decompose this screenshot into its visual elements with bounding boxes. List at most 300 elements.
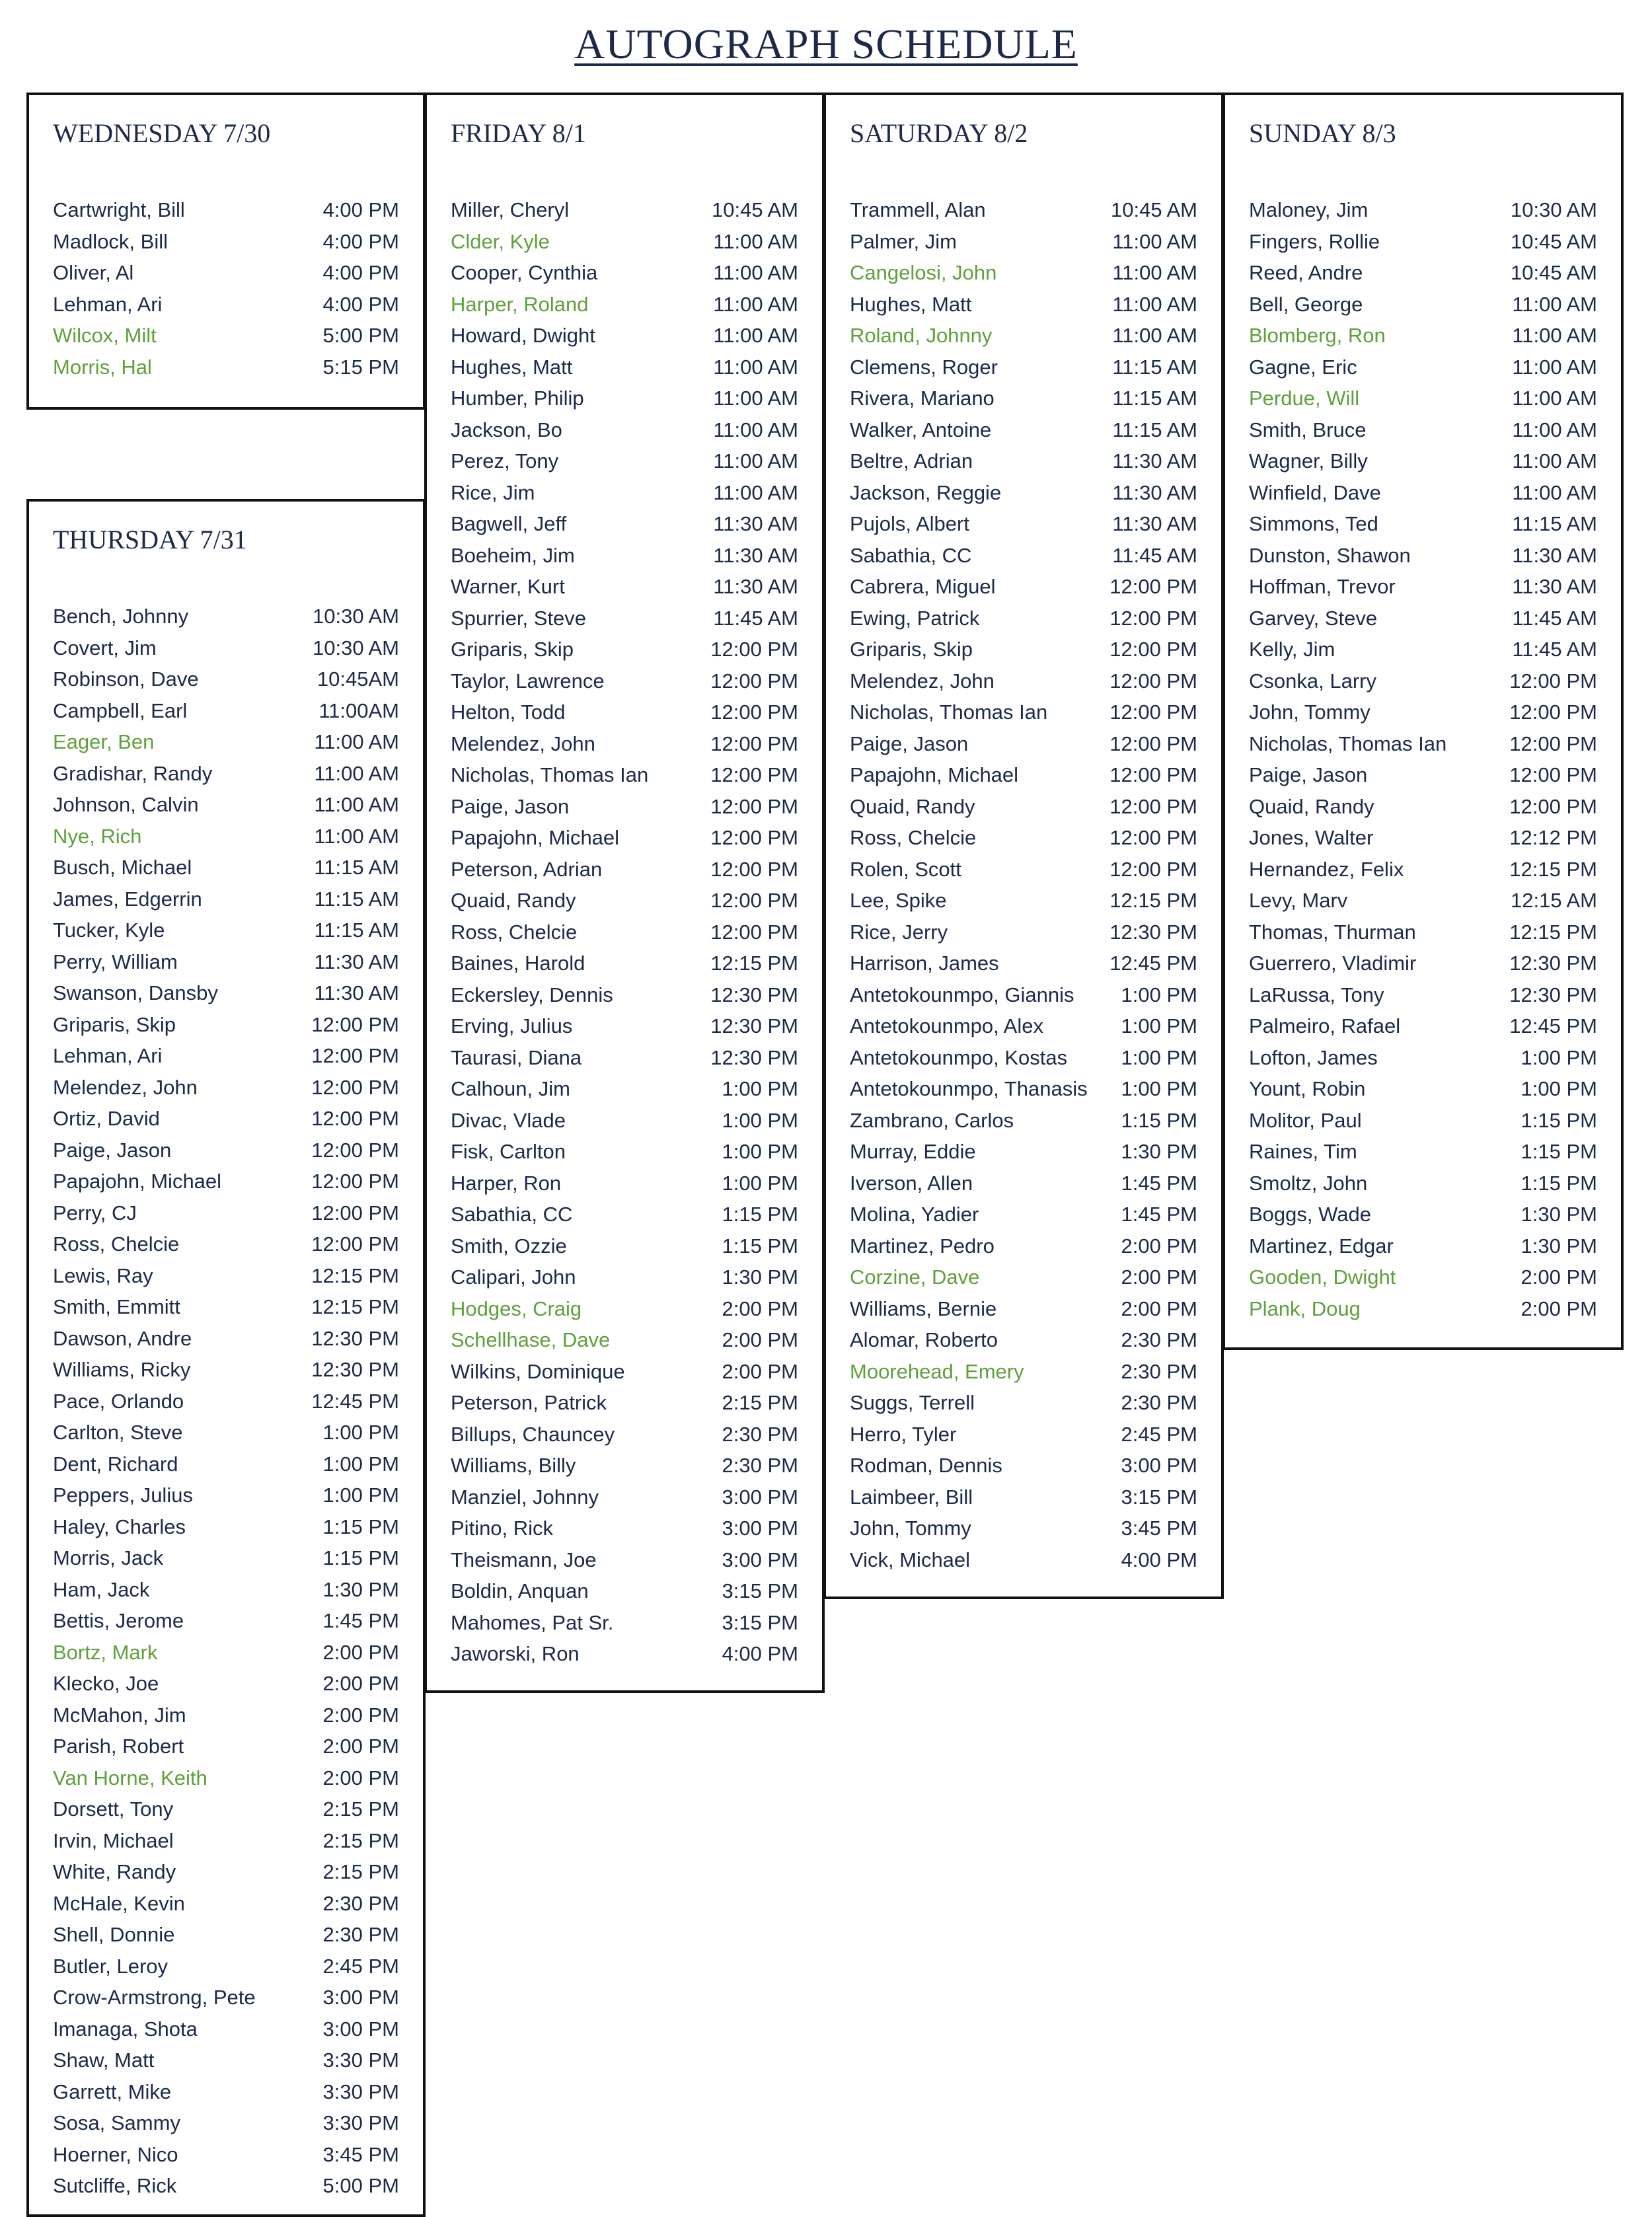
signing-time: 12:00 PM: [311, 1107, 399, 1130]
signing-time: 2:00 PM: [722, 1328, 798, 1351]
signer-name: Johnson, Calvin: [53, 793, 199, 816]
signer-name: Reed, Andre: [1249, 261, 1363, 284]
schedule-row: [53, 1513, 399, 1544]
signing-time: 12:12 PM: [1509, 826, 1597, 849]
schedule-row: [53, 2109, 399, 2140]
schedule-row: [53, 1920, 399, 1952]
signing-time: 11:45 AM: [1512, 638, 1597, 661]
signer-name: Spurrier, Steve: [451, 606, 587, 630]
schedule-row: [850, 384, 1197, 416]
schedule-row: [53, 196, 399, 227]
schedule-row: [451, 572, 798, 604]
signer-name: Levy, Marv: [1249, 889, 1348, 912]
schedule-row: [1249, 1106, 1597, 1138]
schedule-row: [850, 949, 1197, 981]
day-panel-sunday: [1222, 93, 1624, 1350]
signing-time: 4:00 PM: [322, 261, 399, 284]
signer-name: Suggs, Terrell: [850, 1391, 975, 1414]
signer-name: Oliver, Al: [53, 261, 134, 284]
signer-name: Nicholas, Thomas Ian: [1249, 732, 1447, 755]
signing-time: 2:00 PM: [1121, 1296, 1197, 1320]
signing-time: 10:45 AM: [712, 198, 798, 221]
schedule-row: [53, 1387, 399, 1419]
schedule-row: [53, 728, 399, 759]
signer-name: Gooden, Dwight: [1249, 1265, 1396, 1289]
signing-time: 1:15 PM: [322, 1546, 399, 1569]
signing-time: 11:30 AM: [713, 512, 798, 535]
schedule-row: [451, 918, 798, 950]
signer-name: Wilcox, Milt: [53, 324, 157, 347]
signer-name: Guerrero, Vladimir: [1249, 952, 1417, 975]
signing-time: 3:45 PM: [322, 2142, 399, 2166]
schedule-row: [850, 1420, 1197, 1452]
schedule-row: [451, 1074, 798, 1106]
signer-name: Carlton, Steve: [53, 1421, 183, 1444]
signer-name: Thomas, Thurman: [1249, 920, 1416, 944]
signer-name: Theismann, Joe: [451, 1548, 597, 1571]
schedule-row: [53, 1889, 399, 1921]
signing-time: 10:45 AM: [1511, 261, 1597, 284]
day-heading: THURSDAY 7/31: [53, 525, 247, 554]
schedule-row: [1249, 667, 1597, 698]
signing-time: 11:15 AM: [1512, 512, 1597, 535]
schedule-row: [53, 1230, 399, 1261]
signer-name: Hernandez, Felix: [1249, 857, 1404, 881]
schedule-row: [850, 478, 1197, 510]
schedule-list: [850, 196, 1197, 1577]
schedule-list: [451, 196, 798, 1671]
signer-name: Helton, Todd: [451, 700, 566, 724]
schedule-row: [850, 1200, 1197, 1232]
schedule-row: [1249, 698, 1597, 730]
schedule-row: [1249, 541, 1597, 573]
schedule-row: [53, 1136, 399, 1168]
signer-name: Boggs, Wade: [1249, 1203, 1371, 1226]
schedule-row: [1249, 447, 1597, 478]
signer-name: Melendez, John: [53, 1075, 198, 1099]
schedule-row: [451, 886, 798, 918]
schedule-row: [850, 604, 1197, 636]
day-heading: WEDNESDAY 7/30: [53, 118, 271, 148]
schedule-row: [451, 981, 798, 1012]
signer-name: Sabathia, CC: [451, 1203, 573, 1226]
signing-time: 2:00 PM: [322, 1703, 399, 1727]
signer-name: James, Edgerrin: [53, 887, 202, 911]
signer-name: Gradishar, Randy: [53, 761, 213, 785]
signing-time: 4:00 PM: [322, 198, 399, 221]
signer-name: Ross, Chelcie: [53, 1232, 180, 1256]
signing-time: 11:30 AM: [1512, 543, 1597, 567]
schedule-row: [451, 1043, 798, 1075]
schedule-row: [1249, 196, 1597, 227]
schedule-row: [53, 1481, 399, 1513]
schedule-row: [53, 634, 399, 665]
signer-name: Pace, Orlando: [53, 1389, 184, 1413]
signer-name: Baines, Harold: [451, 952, 585, 975]
signing-time: 11:00 AM: [713, 355, 798, 379]
schedule-row: [1249, 353, 1597, 385]
signer-name: Alomar, Roberto: [850, 1328, 998, 1351]
signing-time: 11:00 AM: [1512, 324, 1597, 347]
signing-time: 11:30 AM: [314, 950, 399, 973]
signer-name: Wagner, Billy: [1249, 449, 1368, 472]
signing-time: 4:00 PM: [1121, 1548, 1197, 1571]
schedule-row: [53, 1293, 399, 1324]
schedule-row: [1249, 1137, 1597, 1169]
schedule-row: [850, 1263, 1197, 1295]
schedule-row: [53, 696, 399, 728]
schedule-row: [53, 916, 399, 948]
signer-name: Bettis, Jerome: [53, 1609, 184, 1632]
signing-time: 1:15 PM: [1121, 1108, 1197, 1132]
signing-time: 4:00 PM: [722, 1642, 798, 1665]
signing-time: 12:00 PM: [710, 763, 798, 786]
schedule-row: [850, 918, 1197, 950]
signing-time: 1:30 PM: [1121, 1140, 1197, 1163]
signer-name: Melendez, John: [451, 732, 595, 755]
signing-time: 1:15 PM: [322, 1515, 399, 1538]
schedule-row: [451, 321, 798, 353]
signer-name: Paige, Jason: [850, 732, 969, 755]
signer-name: Tucker, Kyle: [53, 919, 165, 942]
signer-name: Hodges, Craig: [451, 1296, 582, 1320]
schedule-row: [53, 1701, 399, 1733]
signing-time: 2:15 PM: [322, 1797, 399, 1821]
schedule-row: [451, 447, 798, 478]
signer-name: Herro, Tyler: [850, 1422, 957, 1446]
schedule-row: [451, 384, 798, 416]
schedule-row: [850, 1295, 1197, 1326]
signing-time: 5:00 PM: [322, 2174, 399, 2197]
signer-name: Quaid, Randy: [850, 794, 975, 818]
signer-name: Van Horne, Keith: [53, 1766, 207, 1789]
page-title-text: AUTOGRAPH SCHEDULE: [574, 20, 1078, 67]
signing-time: 12:00 PM: [710, 794, 798, 818]
schedule-row: [451, 1137, 798, 1169]
schedule-row: [1249, 981, 1597, 1012]
signer-name: Clder, Kyle: [451, 229, 550, 253]
schedule-row: [53, 602, 399, 634]
signing-time: 1:00 PM: [1521, 1045, 1597, 1069]
signing-time: 11:00 AM: [1112, 261, 1197, 284]
signer-name: Fisk, Carlton: [451, 1140, 566, 1163]
signer-name: Humber, Philip: [451, 387, 584, 410]
signer-name: Peterson, Patrick: [451, 1391, 607, 1414]
signer-name: Ross, Chelcie: [850, 826, 977, 849]
signing-time: 11:30 AM: [1112, 480, 1197, 504]
signing-time: 1:00 PM: [322, 1421, 399, 1444]
signing-time: 11:00 AM: [314, 761, 399, 785]
signer-name: Cooper, Cynthia: [451, 261, 598, 284]
schedule-row: [850, 1232, 1197, 1263]
signing-time: 11:00 AM: [1512, 418, 1597, 441]
signing-time: 2:45 PM: [322, 1954, 399, 1978]
signer-name: Roland, Johnny: [850, 324, 993, 347]
signing-time: 11:00 AM: [713, 324, 798, 347]
signer-name: Smith, Emmitt: [53, 1295, 180, 1318]
schedule-row: [53, 1952, 399, 1984]
signer-name: Cartwright, Bill: [53, 198, 185, 221]
schedule-row: [53, 258, 399, 290]
signer-name: Mahomes, Pat Sr.: [451, 1610, 614, 1634]
schedule-row: [1249, 509, 1597, 541]
schedule-row: [451, 478, 798, 510]
signing-time: 10:30 AM: [313, 605, 399, 628]
schedule-row: [53, 353, 399, 385]
signing-time: 1:00 PM: [1121, 1045, 1197, 1069]
signing-time: 2:30 PM: [722, 1422, 798, 1446]
signer-name: Nicholas, Thomas Ian: [451, 763, 649, 786]
signer-name: Dunston, Shawon: [1249, 543, 1411, 567]
signing-time: 11:00 AM: [314, 793, 399, 816]
signer-name: Wilkins, Dominique: [451, 1359, 625, 1383]
signing-time: 1:00 PM: [322, 1452, 399, 1476]
signer-name: Butler, Leroy: [53, 1954, 169, 1978]
schedule-row: [53, 1983, 399, 2015]
schedule-row: [1249, 478, 1597, 510]
signer-name: Dent, Richard: [53, 1452, 178, 1476]
signer-name: Irvin, Michael: [53, 1828, 174, 1852]
schedule-row: [850, 1074, 1197, 1106]
schedule-row: [451, 1483, 798, 1515]
day-heading: SUNDAY 8/3: [1249, 118, 1396, 148]
signer-name: Palmer, Jim: [850, 229, 957, 253]
schedule-row: [451, 1169, 798, 1201]
schedule-row: [53, 1104, 399, 1136]
signer-name: Lehman, Ari: [53, 1044, 163, 1067]
schedule-row: [451, 1012, 798, 1043]
signing-time: 2:00 PM: [322, 1640, 399, 1664]
signer-name: Dorsett, Tony: [53, 1797, 174, 1821]
schedule-row: [53, 1606, 399, 1638]
signing-time: 12:00 PM: [710, 857, 798, 881]
signing-time: 12:00 PM: [1109, 700, 1197, 724]
signer-name: Harrison, James: [850, 952, 999, 975]
schedule-row: [451, 416, 798, 447]
signing-time: 12:45 PM: [311, 1389, 399, 1413]
signer-name: Molitor, Paul: [1249, 1108, 1362, 1132]
schedule-row: [451, 1232, 798, 1263]
signer-name: Perez, Tony: [451, 449, 559, 472]
signer-name: Calipari, John: [451, 1265, 576, 1289]
signing-time: 12:15 AM: [1511, 889, 1597, 912]
signing-time: 12:00 PM: [1509, 700, 1597, 724]
schedule-row: [1249, 1169, 1597, 1201]
signer-name: Murray, Eddie: [850, 1140, 976, 1163]
signing-time: 3:00 PM: [322, 2017, 399, 2041]
schedule-row: [53, 665, 399, 696]
signer-name: Antetokounmpo, Kostas: [850, 1045, 1068, 1069]
schedule-row: [850, 1357, 1197, 1389]
signing-time: 12:00 PM: [311, 1044, 399, 1067]
signer-name: Sutcliffe, Rick: [53, 2174, 177, 2197]
signing-time: 1:15 PM: [1521, 1140, 1597, 1163]
signer-name: Hoerner, Nico: [53, 2142, 178, 2166]
signing-time: 11:00 AM: [1512, 480, 1597, 504]
schedule-row: [53, 948, 399, 979]
signing-time: 12:00 PM: [1109, 732, 1197, 755]
signing-time: 12:00 PM: [1109, 606, 1197, 630]
signing-time: 3:00 PM: [722, 1485, 798, 1509]
signer-name: Lewis, Ray: [53, 1263, 153, 1287]
day-panel-saturday: [823, 93, 1224, 1599]
schedule-row: [53, 2140, 399, 2172]
signing-time: 10:45 AM: [1511, 229, 1597, 253]
signing-time: 12:45 PM: [1109, 952, 1197, 975]
signing-time: 12:00 PM: [710, 700, 798, 724]
signing-time: 11:00 AM: [1512, 387, 1597, 410]
signing-time: 1:15 PM: [722, 1234, 798, 1258]
signing-time: 2:15 PM: [322, 1828, 399, 1852]
signer-name: Covert, Jim: [53, 636, 157, 659]
signing-time: 2:15 PM: [322, 1860, 399, 1883]
signing-time: 11:45 AM: [1512, 606, 1597, 630]
schedule-row: [850, 1137, 1197, 1169]
signing-time: 3:30 PM: [322, 2080, 399, 2103]
signer-name: McHale, Kevin: [53, 1891, 185, 1915]
signer-name: Pujols, Albert: [850, 512, 969, 535]
signer-name: Garvey, Steve: [1249, 606, 1378, 630]
signer-name: Antetokounmpo, Giannis: [850, 983, 1074, 1006]
schedule-row: [53, 979, 399, 1010]
signer-name: Warner, Kurt: [451, 575, 565, 598]
schedule-row: [53, 1010, 399, 1042]
signer-name: Boldin, Anquan: [451, 1579, 589, 1602]
signing-time: 12:15 PM: [311, 1295, 399, 1318]
schedule-row: [53, 2171, 399, 2203]
schedule-row: [451, 1639, 798, 1671]
schedule-row: [451, 1577, 798, 1608]
signing-time: 12:00 PM: [1109, 857, 1197, 881]
schedule-row: [850, 321, 1197, 353]
signing-time: 3:00 PM: [1121, 1454, 1197, 1477]
signing-time: 1:30 PM: [1521, 1203, 1597, 1226]
schedule-row: [850, 823, 1197, 855]
schedule-row: [1249, 1043, 1597, 1075]
signer-name: Bench, Johnny: [53, 605, 189, 628]
signing-time: 12:00 PM: [1109, 794, 1197, 818]
schedule-row: [53, 2078, 399, 2109]
signing-time: 11:15 AM: [314, 856, 399, 879]
signing-time: 3:15 PM: [722, 1579, 798, 1602]
signing-time: 2:30 PM: [1121, 1328, 1197, 1351]
signing-time: 11:15 AM: [1112, 418, 1197, 441]
signing-time: 12:45 PM: [1509, 1014, 1597, 1037]
schedule-row: [850, 1043, 1197, 1075]
signing-time: 11:15 AM: [314, 887, 399, 911]
schedule-row: [53, 1858, 399, 1889]
signer-name: Yount, Robin: [1249, 1077, 1366, 1100]
signing-time: 2:00 PM: [322, 1672, 399, 1695]
schedule-row: [451, 698, 798, 730]
signer-name: Williams, Bernie: [850, 1296, 997, 1320]
signer-name: Perdue, Will: [1249, 387, 1360, 410]
signer-name: Csonka, Larry: [1249, 669, 1376, 693]
signer-name: Campbell, Earl: [53, 698, 188, 722]
signing-time: 12:00 PM: [311, 1075, 399, 1099]
signer-name: Robinson, Dave: [53, 667, 199, 691]
schedule-row: [451, 290, 798, 322]
signer-name: Nicholas, Thomas Ian: [850, 700, 1048, 724]
schedule-row: [1249, 290, 1597, 322]
signing-time: 1:15 PM: [1521, 1171, 1597, 1195]
signer-name: Ortiz, David: [53, 1107, 160, 1130]
schedule-row: [53, 1041, 399, 1073]
signing-time: 1:00 PM: [722, 1077, 798, 1100]
signing-time: 2:15 PM: [722, 1391, 798, 1414]
signer-name: Corzine, Dave: [850, 1265, 980, 1289]
signing-time: 12:00 PM: [1509, 794, 1597, 818]
signer-name: Madlock, Bill: [53, 229, 168, 253]
signing-time: 2:00 PM: [1121, 1234, 1197, 1258]
signing-time: 12:00 PM: [1509, 669, 1597, 693]
signer-name: Garrett, Mike: [53, 2080, 172, 2103]
schedule-row: [850, 667, 1197, 698]
schedule-row: [451, 667, 798, 698]
signer-name: Eager, Ben: [53, 730, 155, 753]
signing-time: 1:30 PM: [1521, 1234, 1597, 1258]
signer-name: Quaid, Randy: [451, 889, 576, 912]
schedule-row: [451, 792, 798, 824]
signing-time: 12:30 PM: [710, 983, 798, 1006]
signing-time: 10:45 AM: [1111, 198, 1197, 221]
signing-time: 11:00 AM: [713, 292, 798, 316]
page-title: [0, 20, 1652, 69]
signer-name: Parish, Robert: [53, 1735, 184, 1758]
signer-name: Paige, Jason: [1249, 763, 1368, 786]
schedule-row: [53, 290, 399, 322]
signing-time: 11:00 AM: [314, 730, 399, 753]
schedule-row: [53, 853, 399, 885]
signer-name: John, Tommy: [850, 1517, 971, 1540]
signing-time: 12:00 PM: [1509, 732, 1597, 755]
signer-name: Plank, Doug: [1249, 1296, 1361, 1320]
signing-time: 1:00 PM: [1521, 1077, 1597, 1100]
schedule-row: [53, 227, 399, 259]
signing-time: 12:00 PM: [311, 1012, 399, 1036]
schedule-row: [53, 1355, 399, 1387]
schedule-row: [53, 2046, 399, 2078]
schedule-row: [850, 1451, 1197, 1483]
signer-name: Rivera, Mariano: [850, 387, 995, 410]
schedule-row: [53, 790, 399, 822]
signing-time: 12:00 PM: [311, 1138, 399, 1162]
signing-time: 11:30 AM: [1112, 512, 1197, 535]
schedule-row: [451, 730, 798, 761]
signing-time: 1:00 PM: [1121, 1077, 1197, 1100]
schedule-row: [53, 1450, 399, 1482]
signer-name: Zambrano, Carlos: [850, 1108, 1014, 1132]
signing-time: 1:30 PM: [322, 1577, 399, 1601]
signing-time: 4:00 PM: [322, 292, 399, 316]
signer-name: Kelly, Jim: [1249, 638, 1335, 661]
signing-time: 2:30 PM: [1121, 1359, 1197, 1383]
signer-name: Hughes, Matt: [850, 292, 972, 316]
schedule-row: [451, 1420, 798, 1452]
schedule-row: [1249, 258, 1597, 290]
signing-time: 11:15 AM: [1112, 387, 1197, 410]
signing-time: 12:30 PM: [1509, 983, 1597, 1006]
signing-time: 1:00 PM: [1121, 983, 1197, 1006]
signer-name: Walker, Antoine: [850, 418, 992, 441]
signer-name: Beltre, Adrian: [850, 449, 973, 472]
signer-name: Smoltz, John: [1249, 1171, 1368, 1195]
signer-name: White, Randy: [53, 1860, 176, 1883]
signer-name: Smith, Ozzie: [451, 1234, 567, 1258]
schedule-row: [850, 541, 1197, 573]
schedule-row: [1249, 321, 1597, 353]
signing-time: 12:00 PM: [1109, 638, 1197, 661]
